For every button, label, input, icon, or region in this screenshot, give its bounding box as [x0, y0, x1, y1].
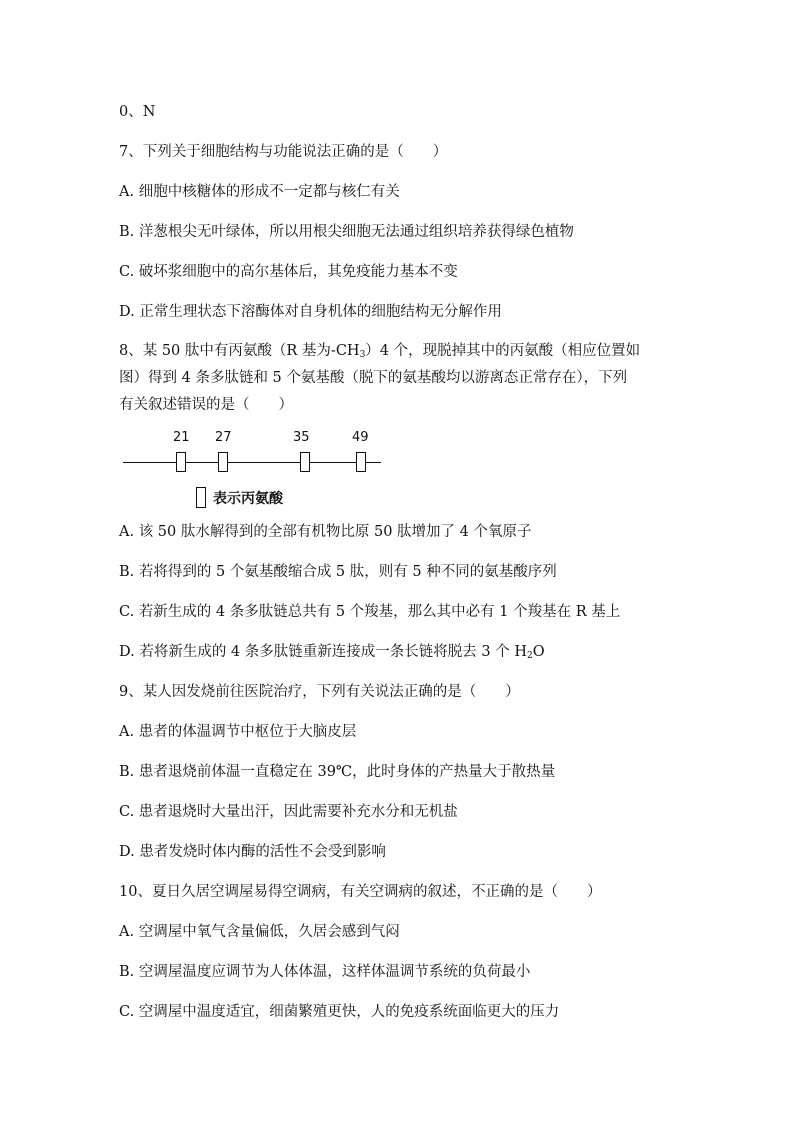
- question-10-option-c: C. 空调屋中温度适宜，细菌繁殖更快，人的免疫系统面临更大的压力: [119, 1004, 560, 1020]
- question-7-option-a: A. 细胞中核糖体的形成不一定都与核仁有关: [119, 184, 400, 200]
- position-label-27: 27: [215, 430, 232, 445]
- question-10-option-a: A. 空调屋中氧气含量偏低，久居会感到气闷: [119, 924, 400, 940]
- question-8-option-a: A. 该 50 肽水解得到的全部有机物比原 50 肽增加了 4 个氧原子: [119, 524, 532, 540]
- alanine-box-27: [218, 452, 228, 472]
- question-8-line-1: [119, 341, 640, 361]
- question-7-option-c: C. 破坏浆细胞中的高尔基体后，其免疫能力基本不变: [119, 264, 458, 280]
- q8-text-part1: 8、某 50 肽中有丙氨酸（R 基为-CH: [119, 343, 360, 359]
- peptide-chain-line: [123, 462, 381, 463]
- question-9: 9、某人因发烧前往医院治疗，下列有关说法正确的是（ ）: [119, 684, 520, 700]
- question-7-option-b: B. 洋葱根尖无叶绿体，所以用根尖细胞无法通过组织培养获得绿色植物: [119, 224, 574, 240]
- alanine-box-49: [356, 452, 366, 472]
- question-8-option-c: C. 若新生成的 4 条多肽链总共有 5 个羧基，那么其中必有 1 个羧基在 R 基上: [119, 604, 621, 620]
- question-9-option-d: D. 患者发烧时体内酶的活性不会受到影响: [119, 844, 386, 860]
- question-9-option-a: A. 患者的体温调节中枢位于大脑皮层: [119, 724, 357, 740]
- legend-text: 表示丙氨酸: [213, 490, 283, 507]
- line-option-n: 0、N: [119, 104, 156, 120]
- q8d-subscript: 2: [526, 651, 533, 661]
- question-7: 7、下列关于细胞结构与功能说法正确的是（ ）: [119, 144, 448, 160]
- question-8-line-3: 有关叙述错误的是（ ）: [119, 397, 293, 413]
- question-7-option-d: D. 正常生理状态下溶酶体对自身机体的细胞结构无分解作用: [119, 304, 502, 320]
- q8-subscript: 3: [359, 350, 366, 360]
- legend-box-icon: [196, 487, 206, 508]
- question-9-option-b: B. 患者退烧前体温一直稳定在 39℃，此时身体的产热量大于散热量: [119, 764, 556, 780]
- question-8-option-d: [119, 642, 545, 662]
- question-8-option-b: B. 若将得到的 5 个氨基酸缩合成 5 肽，则有 5 种不同的氨基酸序列: [119, 564, 557, 580]
- q8d-text-part1: D. 若将新生成的 4 条多肽链重新连接成一条长链将脱去 3 个 H: [119, 644, 527, 660]
- q8-text-part2: ）4 个，现脱掉其中的丙氨酸（相应位置如: [365, 343, 641, 359]
- q8d-text-part2: O: [532, 644, 545, 660]
- position-label-21: 21: [173, 430, 190, 445]
- question-8-line-2: 图）得到 4 条多肽链和 5 个氨基酸（脱下的氨基酸均以游离态正常存在），下列: [119, 370, 628, 386]
- position-label-49: 49: [352, 430, 369, 445]
- diagram-legend: [196, 487, 283, 508]
- question-10-option-b: B. 空调屋温度应调节为人体体温，这样体温调节系统的负荷最小: [119, 964, 531, 980]
- alanine-box-35: [300, 452, 310, 472]
- question-10: 10、夏日久居空调屋易得空调病，有关空调病的叙述，不正确的是（ ）: [119, 884, 602, 900]
- alanine-box-21: [176, 452, 186, 472]
- peptide-diagram: [119, 428, 419, 518]
- position-label-35: 35: [293, 430, 310, 445]
- question-9-option-c: C. 患者退烧时大量出汗，因此需要补充水分和无机盐: [119, 804, 458, 820]
